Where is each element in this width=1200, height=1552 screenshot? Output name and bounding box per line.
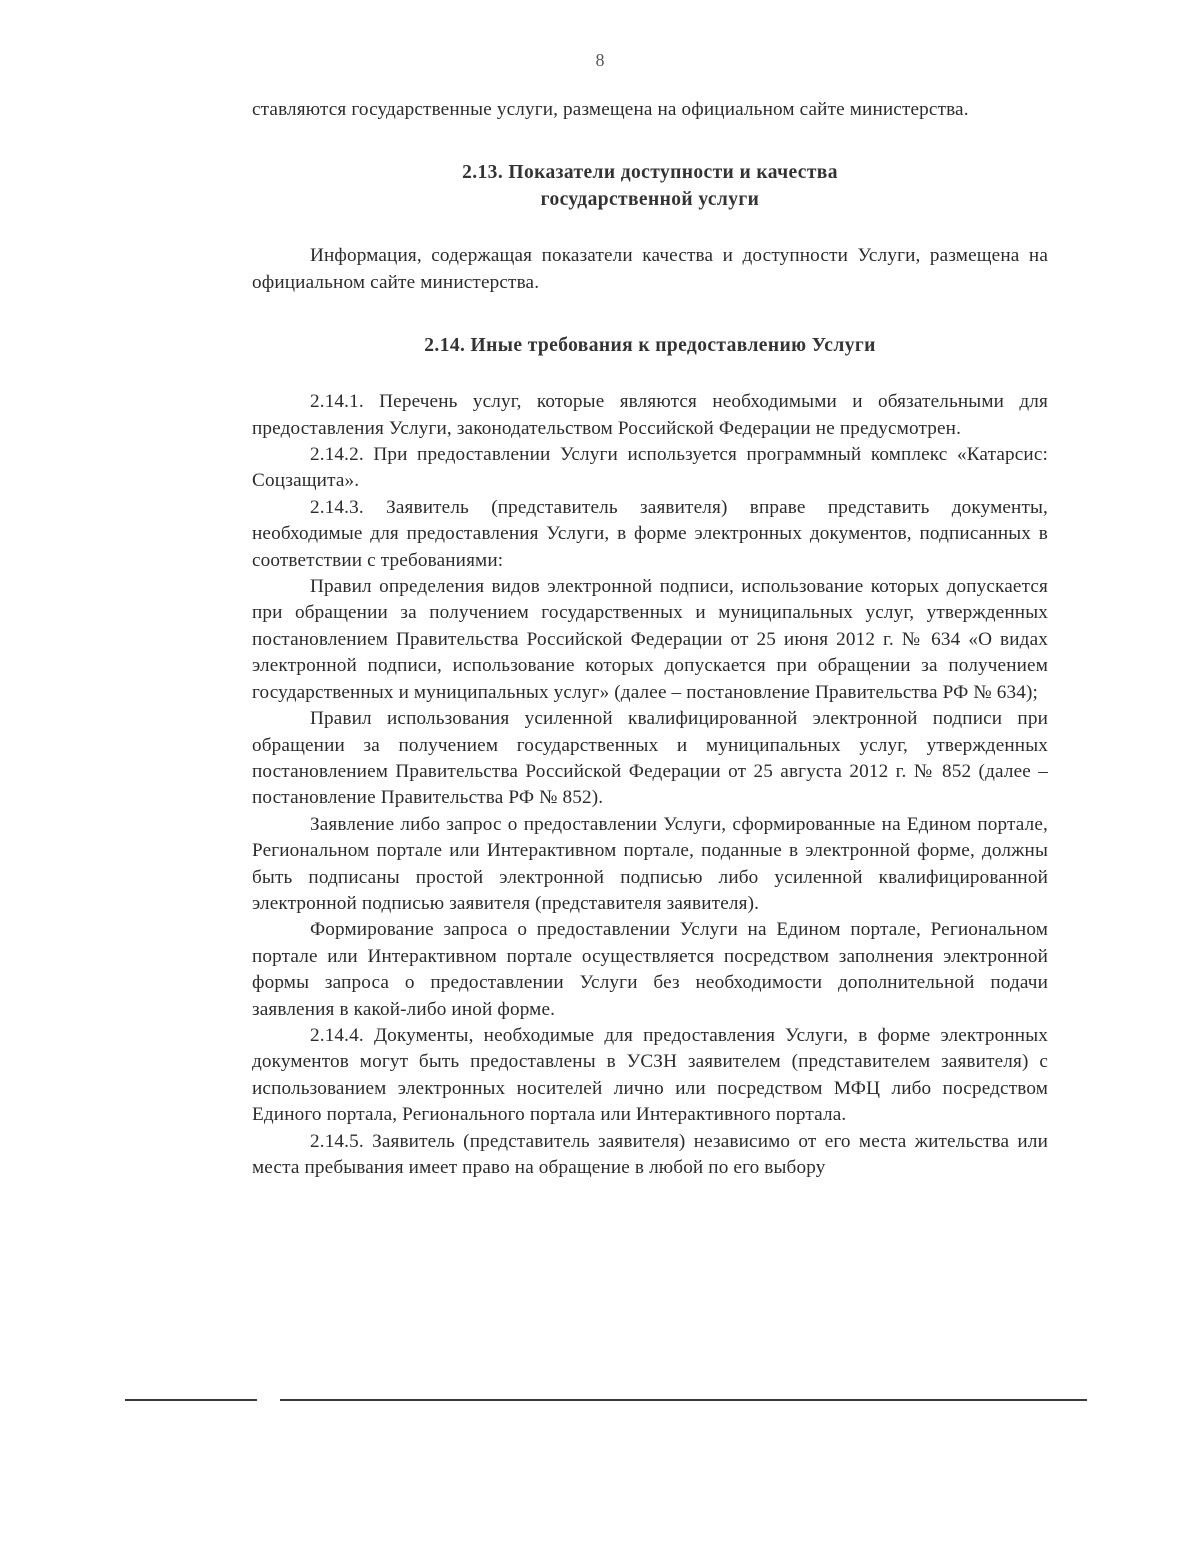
section-2-13-paragraph: Информация, содержащая показатели качества и доступности Услуги, размещена на официальном сайте министерства. [252, 245, 1048, 293]
paragraph-rules-634: Правил определения видов электронной подписи, использование которых допускается при обращении за получением государственных и муниципальных услуг, утвержденных постановлением Правительства Российской Федерации от 25 июня 2012 г. № 634 «О видах электронной подписи, использование которых допускается при обращении за получением государственных и муниципальных услуг» (далее – постановление Правительства РФ № 634); [252, 576, 1048, 703]
footer-divider-left [125, 1399, 257, 1401]
paragraph-rules-852: Правил использования усиленной квалифицированной электронной подписи при обращении за получением государственных и муниципальных услуг, утвержденных постановлением Правительства Российской Федерации от 25 августа 2012 г. № 852 (далее – постановление Правительства РФ № 852). [252, 708, 1048, 809]
paragraph-request-formation: Формирование запроса о предоставлении Услуги на Едином портале, Региональном портале или Интерактивном портале осуществляется посредством заполнения электронной формы запроса о предоставлении Услуги без необходимости дополнительной подачи заявления в какой-либо иной форме. [252, 919, 1048, 1020]
paragraph-2-14-4: 2.14.4. Документы, необходимые для предоставления Услуги, в форме электронных документов могут быть предоставлены в УСЗН заявителем (представителем заявителя) с использованием электронных носителей лично или посредством МФЦ либо посредством Единого портала, Регионального портала или Интерактивного портала. [252, 1024, 1048, 1126]
paragraph-application-signature: Заявление либо запрос о предоставлении Услуги, сформированные на Едином портале, Региональном портале или Интерактивном портале, поданные в электронной форме, должны быть подписаны простой электронной подписью либо усиленной квалифицированной электронной подписью заявителя (представителя заявителя). [252, 813, 1048, 914]
intro-paragraph: ставляются государственные услуги, размещена на официальном сайте министерства. [252, 99, 969, 120]
paragraph-2-14-2: 2.14.2. При предоставлении Услуги используется программный комплекс «Катарсис: Соцзащита». [252, 444, 1048, 492]
page-number: 8 [595, 50, 605, 70]
paragraph-2-14-3: 2.14.3. Заявитель (представитель заявителя) вправе представить документы, необходимые для предоставления Услуги, в форме электронных документов, подписанных в соответствии с требованиями: [252, 496, 1048, 571]
section-2-13-heading [252, 159, 1048, 213]
document-body [252, 97, 1048, 1181]
footer-divider-right [280, 1399, 1087, 1401]
paragraph-2-14-5: 2.14.5. Заявитель (представитель заявителя) независимо от его места жительства или места пребывания имеет право на обращение в любой по его выбору [252, 1130, 1048, 1178]
section-2-14-heading: 2.14. Иные требования к предоставлению Услуги [424, 335, 876, 357]
paragraph-2-14-1: 2.14.1. Перечень услуг, которые являются необходимыми и обязательными для предоставления Услуги, законодательством Российской Федерации не предусмотрен. [252, 391, 1048, 439]
section-2-13-heading-line2: государственной услуги [540, 189, 760, 211]
section-2-13-heading-line1: 2.13. Показатели доступности и качества [462, 162, 838, 184]
